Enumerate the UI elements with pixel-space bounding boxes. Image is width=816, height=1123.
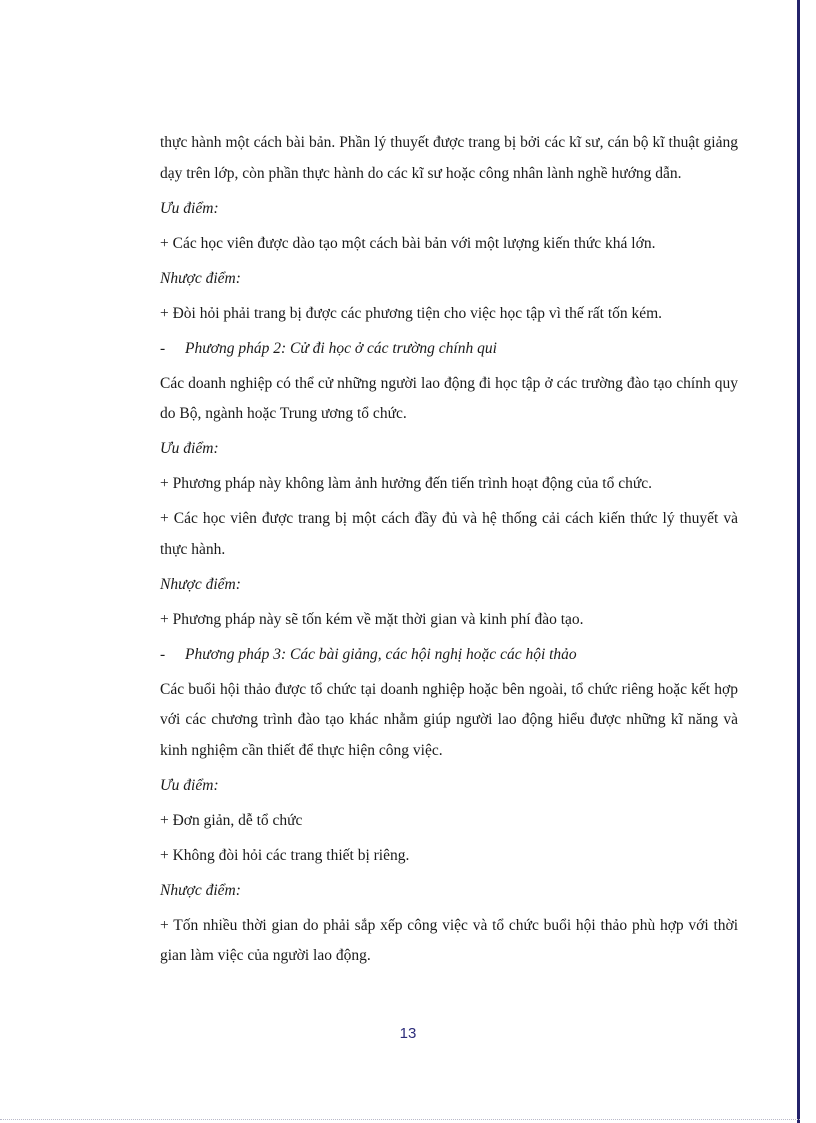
paragraph-practical-training: thực hành một cách bài bản. Phần lý thuyết được trang bị bởi các kĩ sư, cán bộ kĩ thuật giảng dạy trên lớp, còn phần thực hành do các kĩ sư hoặc công nhân lành nghề hướng dẫn. [160, 134, 738, 182]
page-bottom-border [0, 1119, 800, 1120]
advantage-item: + Các học viên được trang bị một cách đầy đủ và hệ thống cải cách kiến thức lý thuyết và thực hành. [160, 510, 738, 558]
disadvantages-heading: Nhược điểm: [160, 881, 241, 899]
paragraph-method-3: Các buổi hội thảo được tổ chức tại doanh nghiệp hoặc bên ngoài, tổ chức riêng hoặc kết hợp với các chương trình đào tạo khác nhằm giúp người lao động hiểu được những kĩ năng và kinh nghiệm cần thiết để thực hiện công việc. [160, 680, 738, 759]
advantages-heading: Ưu điểm: [160, 199, 219, 217]
advantages-heading: Ưu điểm: [160, 440, 219, 457]
advantage-item: + Không đòi hỏi các trang thiết bị riêng. [160, 846, 410, 864]
bullet-dash: - [160, 645, 166, 663]
disadvantage-item: + Đòi hỏi phải trang bị được các phương tiện cho việc học tập vì thế rất tốn kém. [160, 304, 663, 322]
advantages-heading: Ưu điểm: [160, 776, 219, 794]
disadvantage-item: + Phương pháp này sẽ tốn kém về mặt thời gian và kinh phí đào tạo. [160, 610, 584, 628]
disadvantages-heading: Nhược điểm: [160, 269, 241, 287]
page-number: 13 [399, 1025, 417, 1042]
disadvantage-item: + Tốn nhiều thời gian do phải sắp xếp công việc và tổ chức buổi hội thảo phù hợp với thời gian làm việc của người lao động. [160, 916, 738, 964]
advantage-item: + Các học viên được dào tạo một cách bài bản với một lượng kiến thức khá lớn. [160, 234, 656, 252]
page-right-border [797, 0, 800, 1123]
advantage-item: + Đơn giản, dễ tổ chức [160, 811, 303, 829]
method-3-heading [160, 640, 738, 671]
disadvantages-heading: Nhược điểm: [160, 575, 241, 593]
bullet-dash: - [160, 339, 166, 357]
paragraph-method-2: Các doanh nghiệp có thể cử những người lao động đi học tập ở các trường đào tạo chính quy do Bộ, ngành hoặc Trung ương tổ chức. [160, 374, 738, 422]
body-text [160, 128, 738, 976]
method-2-heading [160, 334, 738, 365]
advantage-item: + Phương pháp này không làm ảnh hưởng đến tiến trình hoạt động của tổ chức. [160, 475, 652, 492]
method-3-title: Phương pháp 3: Các bài giảng, các hội nghị hoặc các hội thảo [185, 645, 577, 663]
method-2-title: Phương pháp 2: Cử đi học ở các trường chính qui [185, 339, 497, 357]
